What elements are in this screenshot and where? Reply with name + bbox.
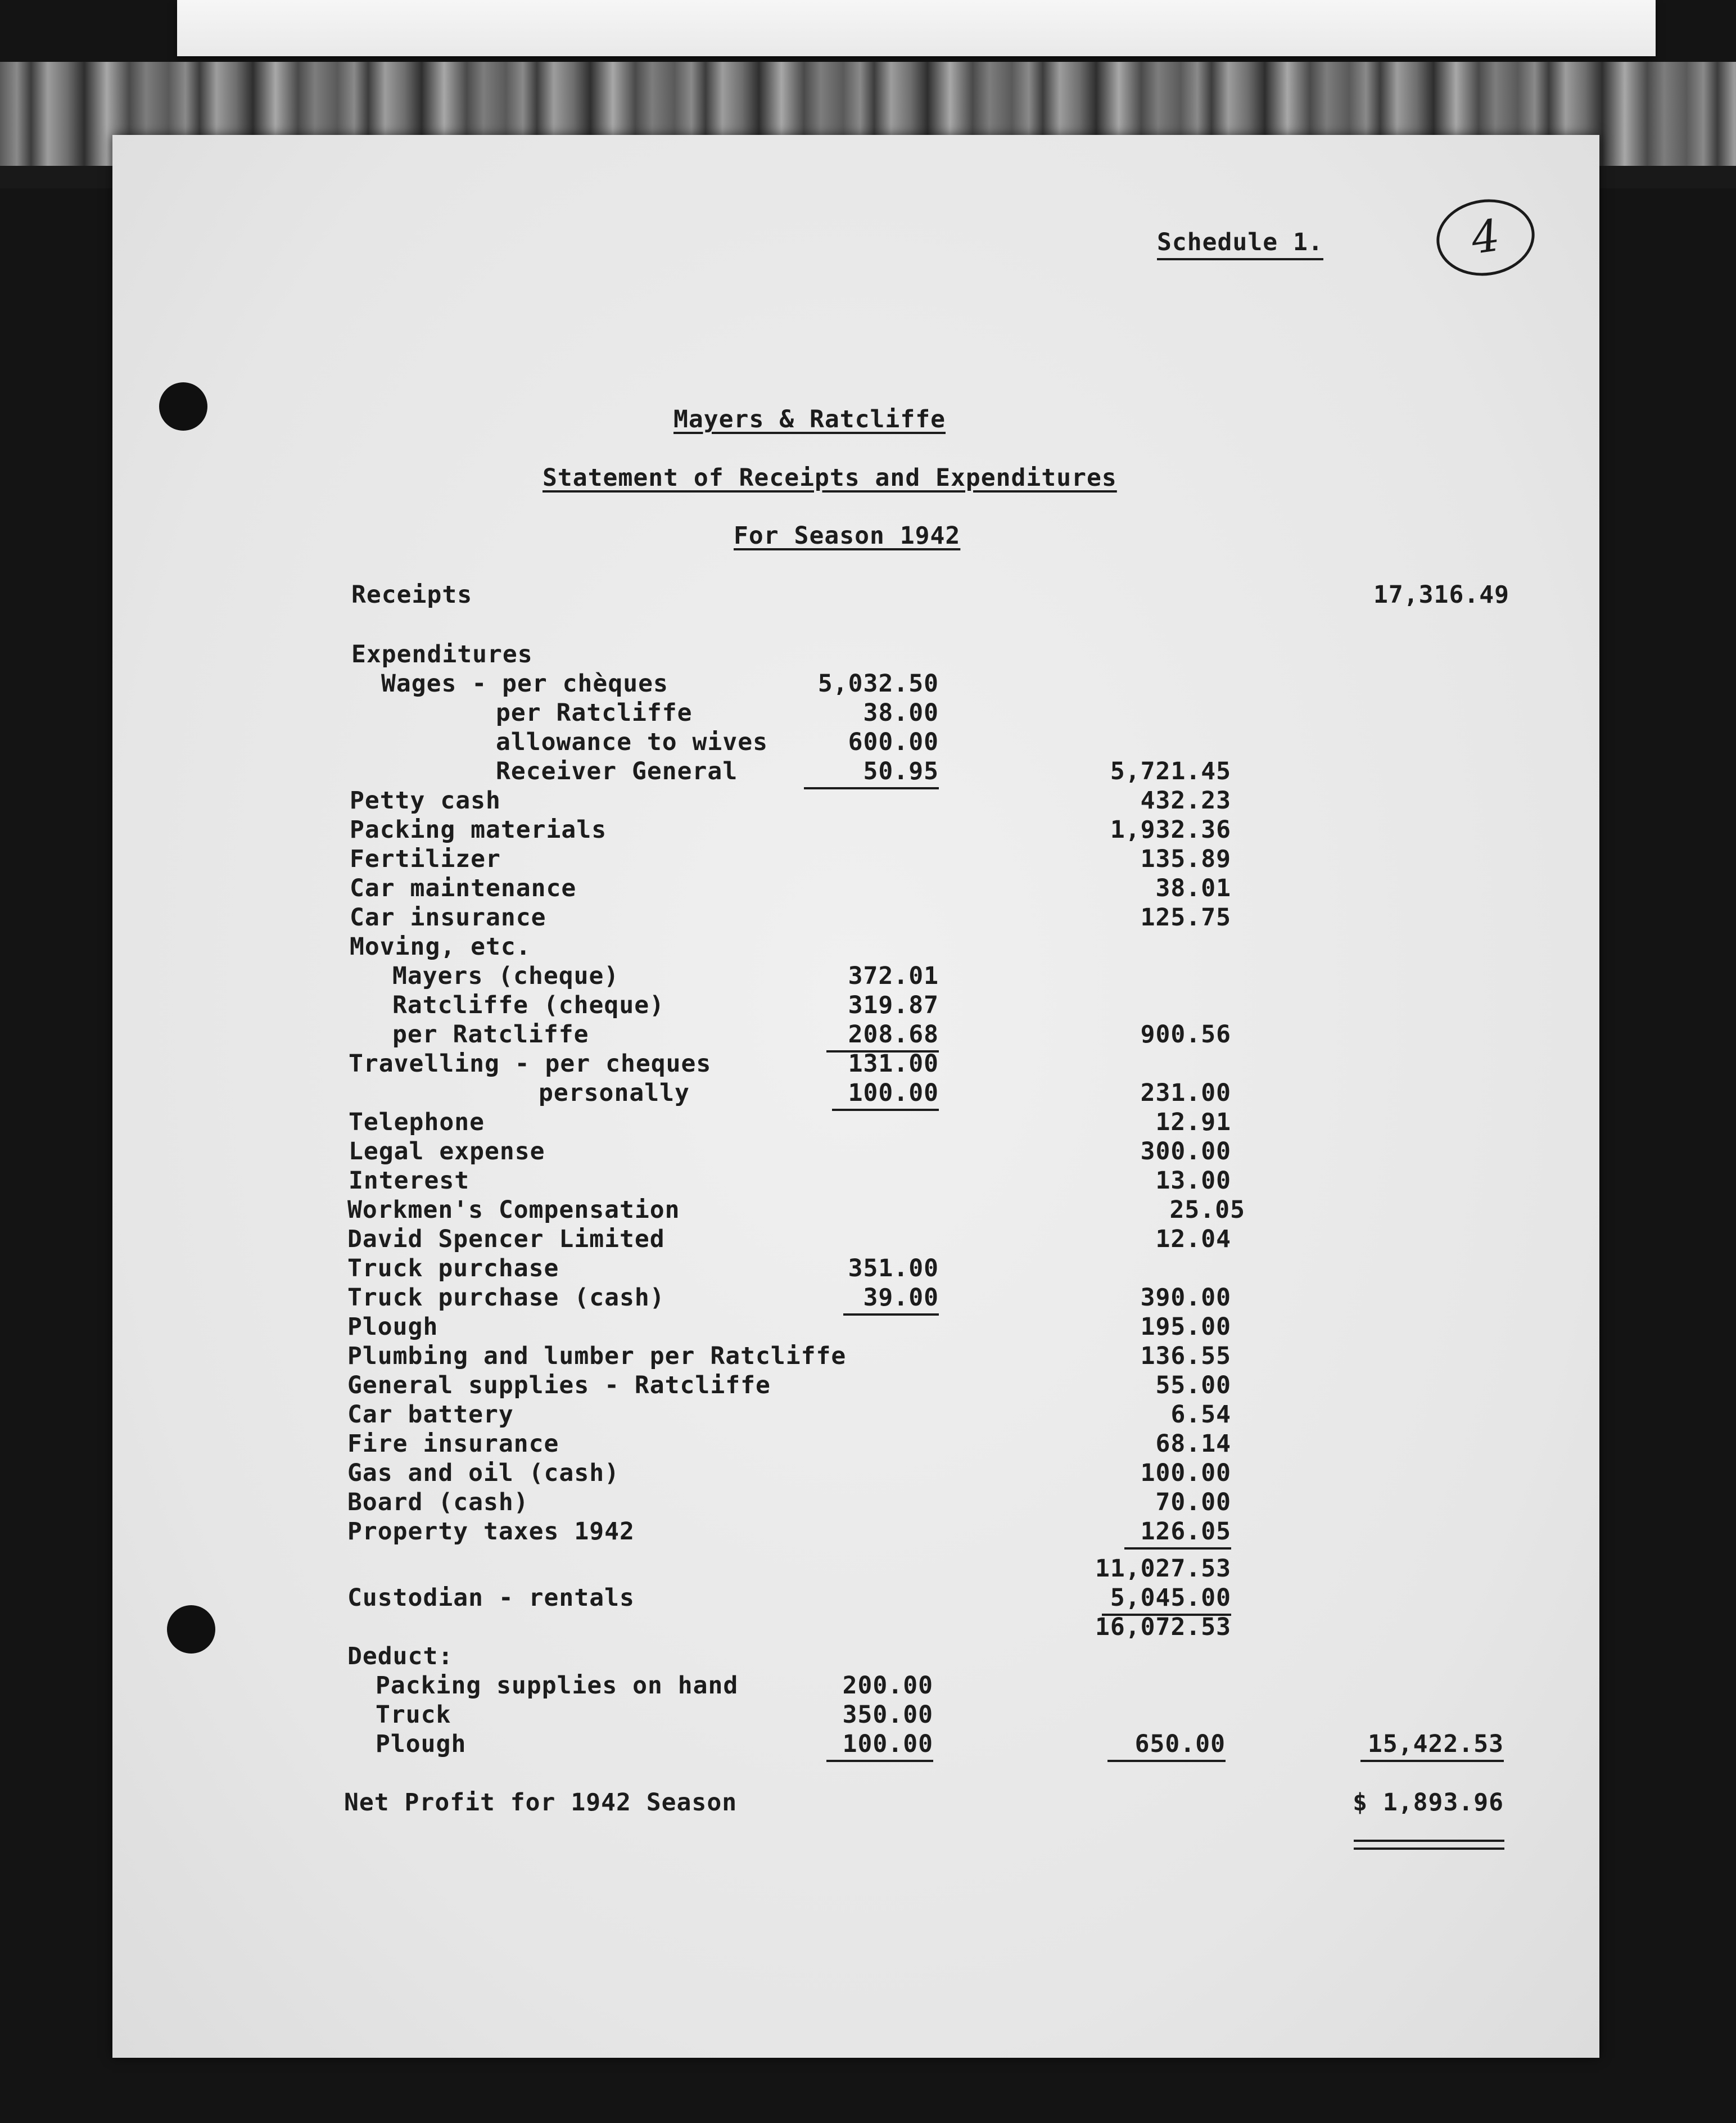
plough-total: 195.00	[1140, 1313, 1231, 1341]
petty-cash-total: 432.23	[1140, 787, 1231, 815]
wages-total: 5,721.45	[1110, 757, 1231, 785]
general-supplies-total: 55.00	[1155, 1371, 1231, 1399]
net-profit-amount: $ 1,893.96	[1353, 1788, 1504, 1817]
travelling-personally-label: personally	[539, 1079, 690, 1107]
car-insurance-label: Car insurance	[350, 904, 546, 932]
expenditures-grand-total: 16,072.53	[1095, 1613, 1231, 1641]
interest-label: Interest	[349, 1167, 470, 1195]
moving-mayers-label: Mayers (cheque)	[392, 962, 620, 990]
punch-hole-bottom	[167, 1605, 215, 1654]
fire-insurance-total: 68.14	[1155, 1430, 1231, 1458]
double-underline	[1354, 1840, 1504, 1850]
plumbing-total: 136.55	[1140, 1342, 1231, 1370]
gas-oil-total: 100.00	[1140, 1459, 1231, 1487]
car-battery-label: Car battery	[347, 1401, 514, 1429]
truck-cash-label: Truck purchase (cash)	[347, 1284, 665, 1312]
deduct-plough-label: Plough	[376, 1730, 467, 1758]
net-profit-label: Net Profit for 1942 Season	[344, 1788, 738, 1817]
legal-expense-total: 300.00	[1140, 1137, 1231, 1166]
telephone-total: 12.91	[1155, 1108, 1231, 1136]
moving-mayers-amount: 372.01	[848, 962, 939, 990]
wages-ratcliffe-amount: 38.00	[863, 699, 939, 727]
deduct-packing-label: Packing supplies on hand	[376, 1672, 739, 1700]
interest-total: 13.00	[1155, 1167, 1231, 1195]
wages-label: Wages - per chèques	[381, 670, 668, 698]
fire-insurance-label: Fire insurance	[347, 1430, 559, 1458]
travelling-cheques-amount: 131.00	[848, 1050, 939, 1078]
statement-title: Statement of Receipts and Expenditures	[542, 464, 1117, 492]
custodian-label: Custodian - rentals	[347, 1584, 635, 1612]
car-maintenance-label: Car maintenance	[350, 874, 577, 902]
punch-hole-top	[159, 382, 207, 431]
page-number-circle: 4	[1431, 193, 1539, 282]
season-title: For Season 1942	[734, 522, 961, 550]
telephone-label: Telephone	[349, 1108, 485, 1136]
car-maintenance-total: 38.01	[1155, 874, 1231, 902]
fertilizer-label: Fertilizer	[350, 845, 501, 873]
deduct-packing-amount: 200.00	[842, 1672, 933, 1700]
david-spencer-label: David Spencer Limited	[347, 1225, 665, 1253]
top-paper-edge	[177, 0, 1656, 56]
wages-cheques-amount: 5,032.50	[817, 670, 939, 698]
david-spencer-total: 12.04	[1155, 1225, 1231, 1253]
deduct-truck-label: Truck	[376, 1701, 451, 1729]
receipts-label: Receipts	[351, 581, 473, 609]
moving-per-ratcliffe-label: per Ratcliffe	[392, 1020, 589, 1049]
wages-wives-amount: 600.00	[848, 728, 939, 756]
board-total: 70.00	[1155, 1488, 1231, 1516]
petty-cash-label: Petty cash	[350, 787, 501, 815]
truck-cash-amount: 39.00	[843, 1283, 939, 1316]
deduct-label: Deduct:	[347, 1642, 454, 1670]
workmens-comp-label: Workmen's Compensation	[347, 1196, 680, 1224]
packing-materials-label: Packing materials	[350, 816, 607, 844]
truck-purchase-label: Truck purchase	[347, 1254, 559, 1282]
car-insurance-total: 125.75	[1140, 904, 1231, 932]
truck-total: 390.00	[1140, 1284, 1231, 1312]
property-taxes-total: 126.05	[1124, 1517, 1231, 1550]
property-taxes-label: Property taxes 1942	[347, 1517, 635, 1546]
board-label: Board (cash)	[347, 1488, 529, 1516]
gas-oil-label: Gas and oil (cash)	[347, 1459, 620, 1487]
plough-label: Plough	[347, 1313, 438, 1341]
expenditures-subtotal: 11,027.53	[1095, 1555, 1231, 1583]
travelling-total: 231.00	[1140, 1079, 1231, 1107]
workmens-comp-total: 25.05	[1169, 1196, 1245, 1224]
deduct-plough-amount: 100.00	[826, 1729, 933, 1762]
plumbing-label: Plumbing and lumber per Ratcliffe	[347, 1342, 847, 1370]
fertilizer-total: 135.89	[1140, 845, 1231, 873]
moving-total: 900.56	[1140, 1020, 1231, 1049]
deduct-total: 650.00	[1107, 1729, 1226, 1762]
packing-materials-total: 1,932.36	[1110, 816, 1231, 844]
moving-ratcliffe-amount: 319.87	[848, 991, 939, 1019]
car-battery-total: 6.54	[1170, 1401, 1231, 1429]
legal-expense-label: Legal expense	[349, 1137, 545, 1166]
wages-ratcliffe-label: per Ratcliffe	[496, 699, 693, 727]
expenditures-label: Expenditures	[351, 640, 533, 668]
schedule-label: Schedule 1.	[1157, 228, 1323, 260]
wages-wives-label: allowance to wives	[496, 728, 768, 756]
wages-receiver-label: Receiver General	[496, 757, 738, 785]
moving-ratcliffe-label: Ratcliffe (cheque)	[392, 991, 664, 1019]
moving-label: Moving, etc.	[350, 933, 531, 961]
receipts-amount: 17,316.49	[1373, 581, 1509, 609]
travelling-label: Travelling - per cheques	[349, 1050, 712, 1078]
truck-purchase-amount: 351.00	[848, 1254, 939, 1282]
custodian-total: 5,045.00	[1102, 1583, 1231, 1616]
company-title: Mayers & Ratcliffe	[673, 405, 946, 433]
wages-receiver-amount: 50.95	[804, 757, 939, 789]
net-expenditures: 15,422.53	[1360, 1729, 1504, 1762]
deduct-truck-amount: 350.00	[842, 1701, 933, 1729]
travelling-personally-amount: 100.00	[832, 1078, 939, 1111]
moving-per-ratcliffe-amount: 208.68	[826, 1020, 939, 1053]
general-supplies-label: General supplies - Ratcliffe	[347, 1371, 771, 1399]
